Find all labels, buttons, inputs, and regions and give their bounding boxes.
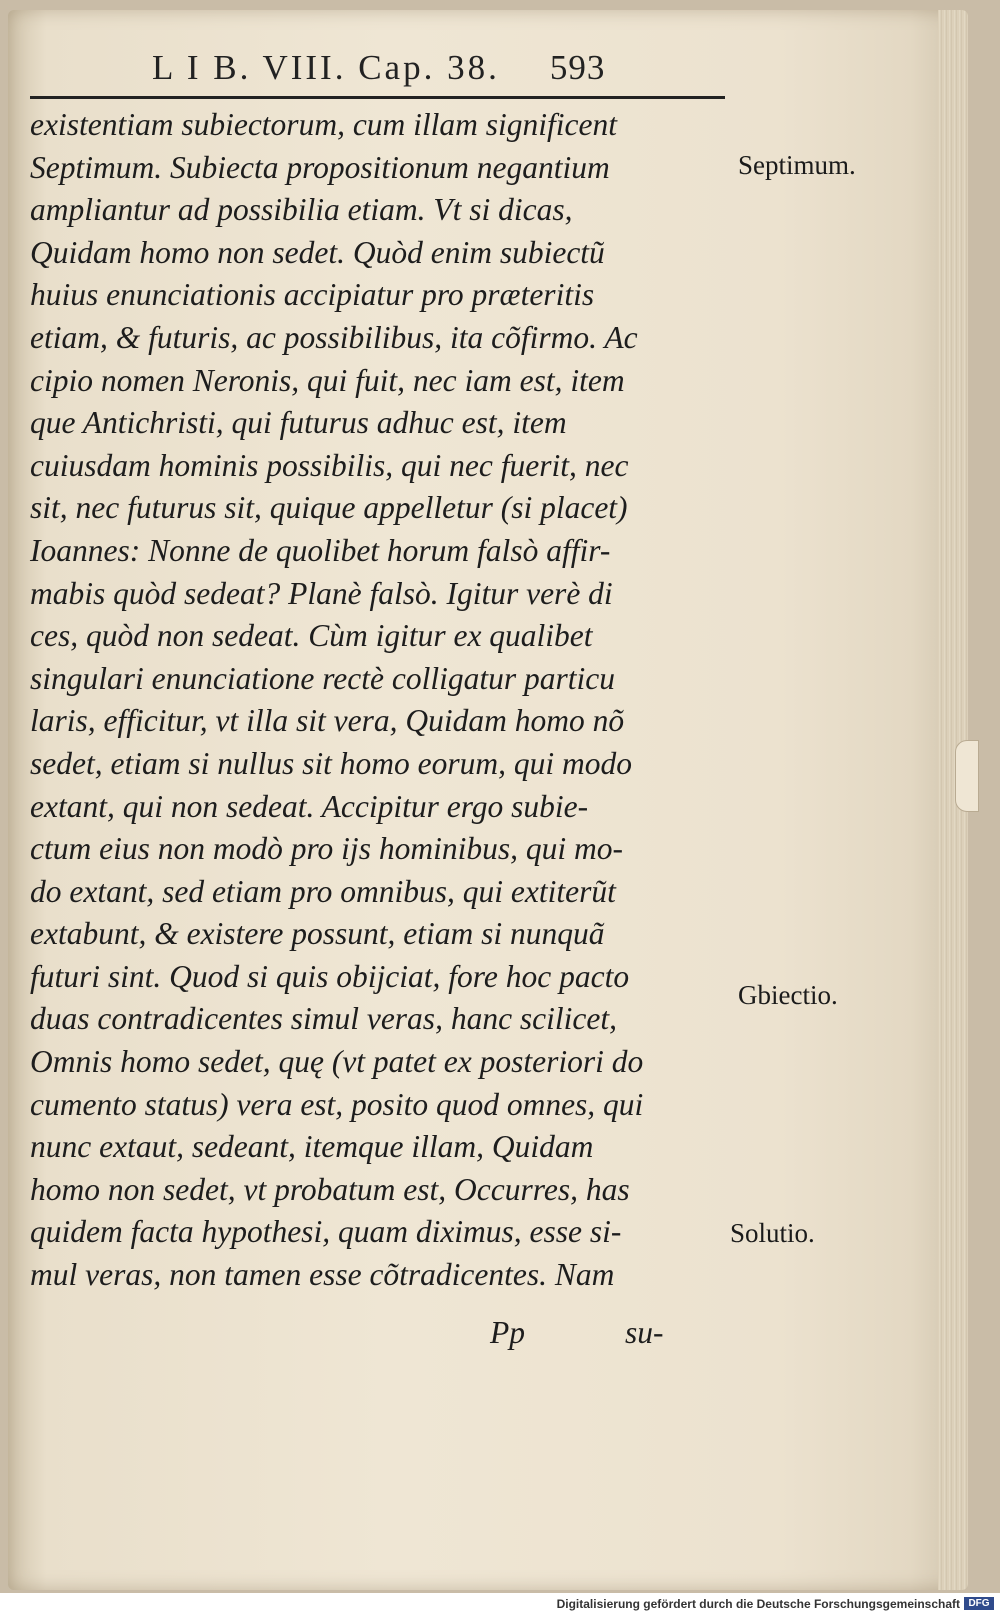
text-line: sit, nec futurus sit, quique appelletur (si placet) [30,490,628,526]
text-line: homo non sedet, vt probatum est, Occurres, has [30,1171,630,1207]
text-line: que Antichristi, qui futurus adhuc est, item [30,405,567,441]
text-line: futuri sint. Quod si quis obijciat, fore hoc pacto [30,958,630,994]
running-head: L I B. VIII. Cap. 38. [152,48,500,87]
text-line: existentiam subiectorum, cum illam significent [30,107,618,142]
marginal-note-septimum: Septimum. [738,150,856,180]
text-line: ampliantur ad possibilia etiam. Vt si dicas, [30,192,573,228]
text-line: ces, quòd non sedeat. Cùm igitur ex qualibet [30,618,593,654]
dfg-logo: DFG [964,1597,994,1610]
page-header [40,48,725,96]
text-line: extant, qui non sedeat. Accipitur ergo subie- [30,788,589,824]
body-text [30,104,730,1297]
text-line: extabunt, & existere possunt, etiam si nunquã [30,916,605,952]
text-line: Septimum. Subiecta propositionum negantium [30,149,610,185]
text-line: singulari enunciatione rectè colligatur particu [30,660,615,696]
text-line: quidem facta hypothesi, quam diximus, esse si- [30,1214,622,1250]
text-line: etiam, & futuris, ac possibilibus, ita cõfirmo. Ac [30,319,638,355]
footer-bar [0,1593,1000,1615]
text-line: Omnis homo sedet, quę (vt patet ex posteriori do [30,1044,644,1080]
text-line: ctum eius non modò pro ijs hominibus, qui mo- [30,831,623,867]
text-line: Ioannes: Nonne de quolibet horum falsò affir- [30,532,611,568]
funding-credit: Digitalisierung gefördert durch die Deutsche Forschungsgemeinschaft [556,1597,960,1611]
text-line: cipio nomen Neronis, qui fuit, nec iam est, item [30,362,625,398]
signature-mark: Pp [490,1315,525,1350]
catchword: su- [625,1315,664,1350]
page-tab-marker [955,740,979,812]
header-rule [30,96,725,99]
text-line: cuiusdam hominis possibilis, qui nec fuerit, nec [30,447,629,483]
text-line: Quidam homo non sedet. Quòd enim subiectũ [30,234,605,270]
text-line: duas contradicentes simul veras, hanc scilicet, [30,1001,618,1037]
text-line: huius enunciationis accipiatur pro præteritis [30,277,595,313]
catchwords-line [0,1315,1000,1359]
marginal-note-solutio: Solutio. [730,1218,815,1248]
text-line: do extant, sed etiam pro omnibus, qui extiterũt [30,873,616,909]
text-line: mabis quòd sedeat? Planè falsò. Igitur verè di [30,575,613,611]
page-number: 593 [549,48,606,87]
text-line: cumento status) vera est, posito quod omnes, qui [30,1086,644,1122]
text-line: mul veras, non tamen esse cõtradicentes. Nam [30,1257,615,1293]
text-line: laris, efficitur, vt illa sit vera, Quidam homo nõ [30,703,625,739]
text-line: sedet, etiam si nullus sit homo eorum, qui modo [30,745,632,781]
marginal-note-obiectio: Gbiectio. [738,980,838,1010]
text-line: nunc extaut, sedeant, itemque illam, Quidam [30,1129,594,1165]
